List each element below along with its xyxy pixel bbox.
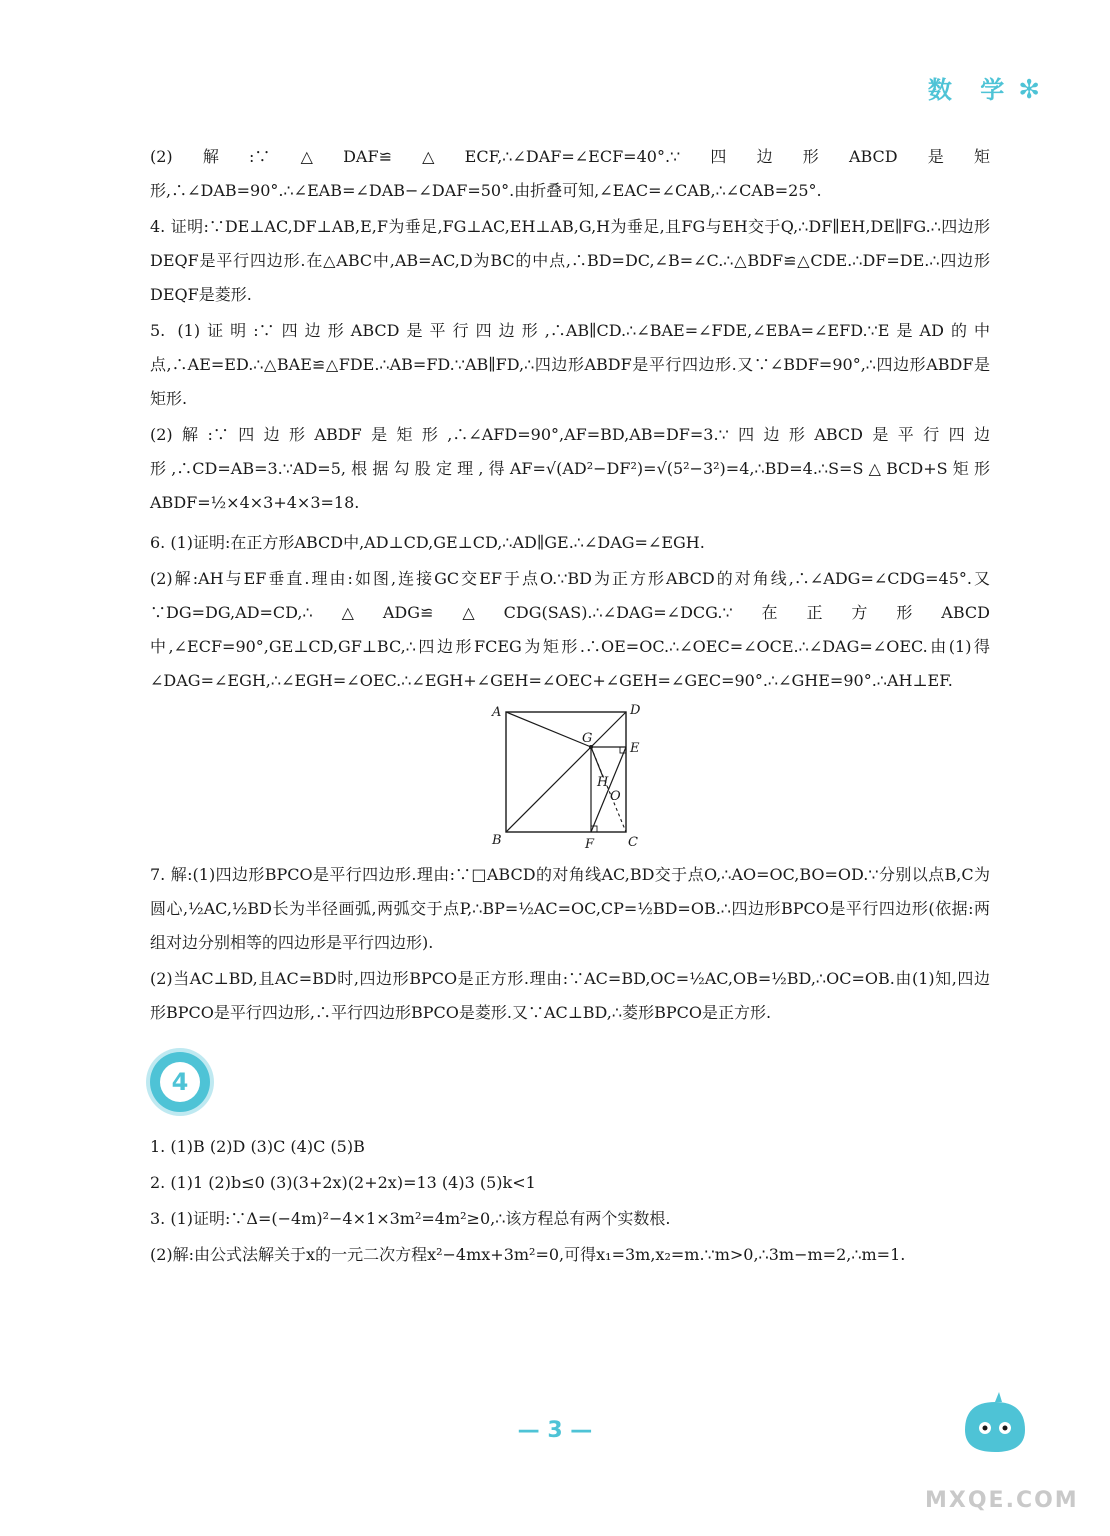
label-a: A [492, 705, 502, 720]
label-c: C [628, 835, 638, 850]
mascot-icon [955, 1390, 1035, 1460]
watermark: MXQE.COM [925, 1488, 1079, 1513]
paragraph-3-2: (2)解:∵△DAF≌△ECF,∴∠DAF=∠ECF=40°.∵四边形ABCD是矩形,∴∠DAB=90°.∴∠EAB=∠DAB−∠DAF=50°.由折叠可知,∠EAC=∠CAB,∴∠CAB=25°. [150, 147, 990, 200]
geometry-diagram [486, 702, 646, 852]
page-number: — 3 — [517, 1418, 593, 1443]
answer-line-2: 2. (1)1 (2)b≤0 (3)(3+2x)(2+2x)=13 (4)3 (5)k<1 [150, 1173, 536, 1192]
answer-line-4: (2)解:由公式法解关于x的一元二次方程x²−4mx+3m²=0,可得x₁=3m,x₂=m.∵m>0,∴3m−m=2,∴m=1. [150, 1245, 906, 1264]
paragraph-4: 4. 证明:∵DE⊥AC,DF⊥AB,E,F为垂足,FG⊥AC,EH⊥AB,G,H为垂足,且FG与EH交于Q,∴DF∥EH,DE∥FG.∴四边形DEQF是平行四边形.在△ABC中,AB=AC,D为BC的中点,∴BD=DC,∠B=∠C.∴△BDF≌△CDE.∴DF=DE.∴四边形DEQF是菱形. [150, 217, 990, 304]
label-d: D [630, 703, 641, 718]
snowflake-icon: ✻ [1018, 75, 1040, 105]
paragraph-6-1: 6. (1)证明:在正方形ABCD中,AD⊥CD,GE⊥CD,∴AD∥GE.∴∠DAG=∠EGH. [150, 533, 705, 552]
subject-header [928, 70, 1040, 105]
label-h: H [597, 775, 609, 790]
answer-content [150, 140, 990, 1274]
paragraph-6-2: (2)解:AH与EF垂直.理由:如图,连接GC交EF于点O.∵BD为正方形ABCD的对角线,∴∠ADG=∠CDG=45°.又∵DG=DG,AD=CD,∴△ADG≌△CDG(SAS).∴∠DAG=∠DCG.∵在正方形ABCD中,∠ECF=90°,GE⊥CD,GF⊥BC,∴四边形FCEG为矩形.∴OE=OC.∴∠OEC=∠OCE.∴∠DAG=∠OEC.由(1)得∠DAG=∠EGH,∴∠EGH=∠OEC.∴∠EGH+∠GEH=∠OEC+∠GEH=∠GEC=90°.∴∠GHE=90°.∴AH⊥EF. [150, 569, 990, 690]
label-b: B [492, 833, 502, 848]
square-figure [150, 702, 990, 852]
paragraph-7-2: (2)当AC⊥BD,且AC=BD时,四边形BPCO是正方形.理由:∵AC=BD,OC=½AC,OB=½BD,∴OC=OB.由(1)知,四边形BPCO是平行四边形,∴平行四边形BPCO是菱形.又∵AC⊥BD,∴菱形BPCO是正方形. [150, 969, 990, 1022]
label-o: O [610, 789, 621, 804]
section-badge [150, 1052, 210, 1112]
label-e: E [630, 741, 640, 756]
paragraph-7-1: 7. 解:(1)四边形BPCO是平行四边形.理由:∵□ABCD的对角线AC,BD交于点O,∴AO=OC,BO=OD.∵分别以点B,C为圆心,½AC,½BD长为半径画弧,两弧交于点P,∴BP=½AC=OC,CP=½BD=OB.∴四边形BPCO是平行四边形(依据:两组对边分别相等的四边形是平行四边形). [150, 865, 990, 952]
answer-line-1: 1. (1)B (2)D (3)C (4)C (5)B [150, 1137, 365, 1156]
label-f: F [585, 837, 595, 852]
paragraph-5-1: 5. (1)证明:∵四边形ABCD是平行四边形,∴AB∥CD.∴∠BAE=∠FDE,∠EBA=∠EFD.∵E是AD的中点,∴AE=ED.∴△BAE≌△FDE.∴AB=FD.∵AB∥FD,∴四边形ABDF是平行四边形.又∵∠BDF=90°,∴四边形ABDF是矩形. [150, 321, 990, 408]
paragraph-5-2: (2)解:∵四边形ABDF是矩形,∴∠AFD=90°,AF=BD,AB=DF=3.∵四边形ABCD是平行四边形,∴CD=AB=3.∵AD=5,根据勾股定理,得AF=√(AD²−DF²)=√(5²−3²)=4,∴BD=4.∴S=S△BCD+S矩形ABDF=½×4×3+4×3=18. [150, 425, 990, 512]
answer-line-3: 3. (1)证明:∵Δ=(−4m)²−4×1×3m²=4m²≥0,∴该方程总有两个实数根. [150, 1209, 671, 1228]
section-number: 4 [160, 1062, 200, 1102]
subject-title: 数 学 [927, 76, 1015, 104]
label-g: G [582, 731, 593, 746]
